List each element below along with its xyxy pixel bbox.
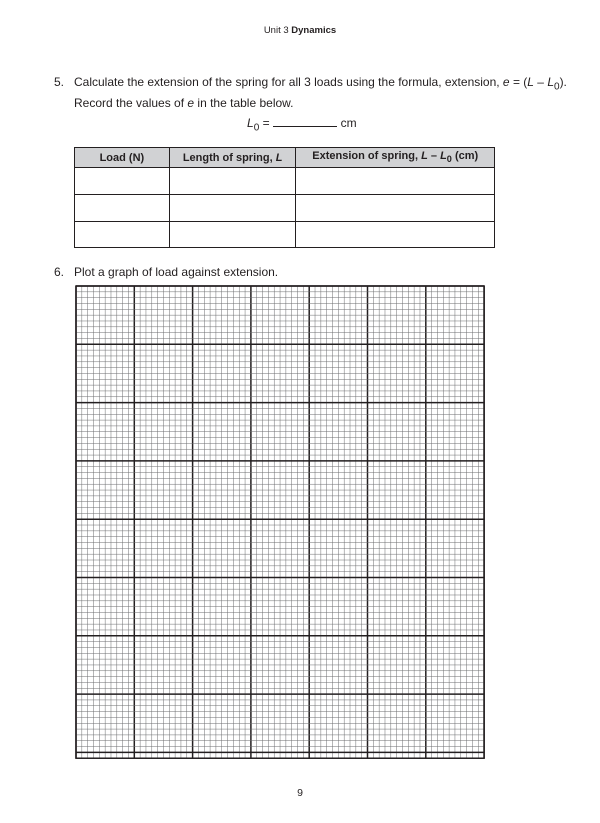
unit-topic: Dynamics [291, 25, 337, 36]
subscript: 0 [253, 122, 260, 134]
var-L0: L [440, 150, 447, 163]
subscript: 0 [554, 81, 560, 93]
text-run: ). [559, 75, 567, 89]
cell-extension[interactable] [296, 168, 495, 195]
question-number: 5. [54, 75, 65, 89]
cell-load[interactable] [75, 168, 170, 195]
unit-label: Unit 3 [263, 25, 289, 36]
question-line-2 [74, 95, 567, 111]
col-header-extension [296, 148, 495, 168]
text-run: Record the values of [74, 96, 188, 111]
question-line-1 [74, 74, 567, 95]
cell-length[interactable] [169, 222, 296, 248]
cell-load[interactable] [75, 222, 170, 248]
text-run: – [533, 75, 548, 89]
l0-blank[interactable] [273, 116, 337, 127]
unit-cm: cm [340, 116, 357, 130]
table-row [75, 222, 495, 248]
var-L: L [247, 116, 254, 130]
cell-load[interactable] [75, 195, 170, 222]
text-run: in the table below. [194, 96, 294, 111]
text-run: = ( [509, 75, 528, 89]
text-run: Calculate the extension of the spring for all 3 loads using the formula, extension, [74, 75, 503, 89]
question-text [74, 74, 567, 111]
page-number: 9 [297, 787, 303, 799]
question-number: 6. [54, 265, 65, 279]
table-row [75, 168, 495, 195]
text-run: – [427, 150, 441, 163]
l0-answer-line [247, 116, 357, 133]
cell-length[interactable] [169, 168, 296, 195]
subscript: 0 [446, 154, 452, 165]
var-L: L [275, 151, 283, 164]
var-e: e [502, 75, 510, 89]
cell-length[interactable] [169, 195, 296, 222]
text-run: Length of spring, [182, 151, 276, 164]
graph-paper-grid[interactable] [75, 285, 545, 765]
table-header-row [75, 148, 495, 168]
col-header-length [169, 148, 296, 168]
var-L: L [527, 75, 534, 89]
text-run: (cm) [451, 150, 479, 163]
col-header-load: Load (N) [75, 148, 170, 168]
equals-sign: = [259, 116, 270, 130]
var-L0: L [547, 75, 554, 89]
var-e: e [187, 96, 195, 111]
cell-extension[interactable] [296, 195, 495, 222]
results-table [74, 147, 495, 248]
text-run: Extension of spring, [312, 150, 422, 163]
table-row [75, 195, 495, 222]
var-L: L [421, 150, 428, 163]
question-text: Plot a graph of load against extension. [74, 265, 279, 279]
page-header [0, 25, 600, 36]
cell-extension[interactable] [296, 222, 495, 248]
